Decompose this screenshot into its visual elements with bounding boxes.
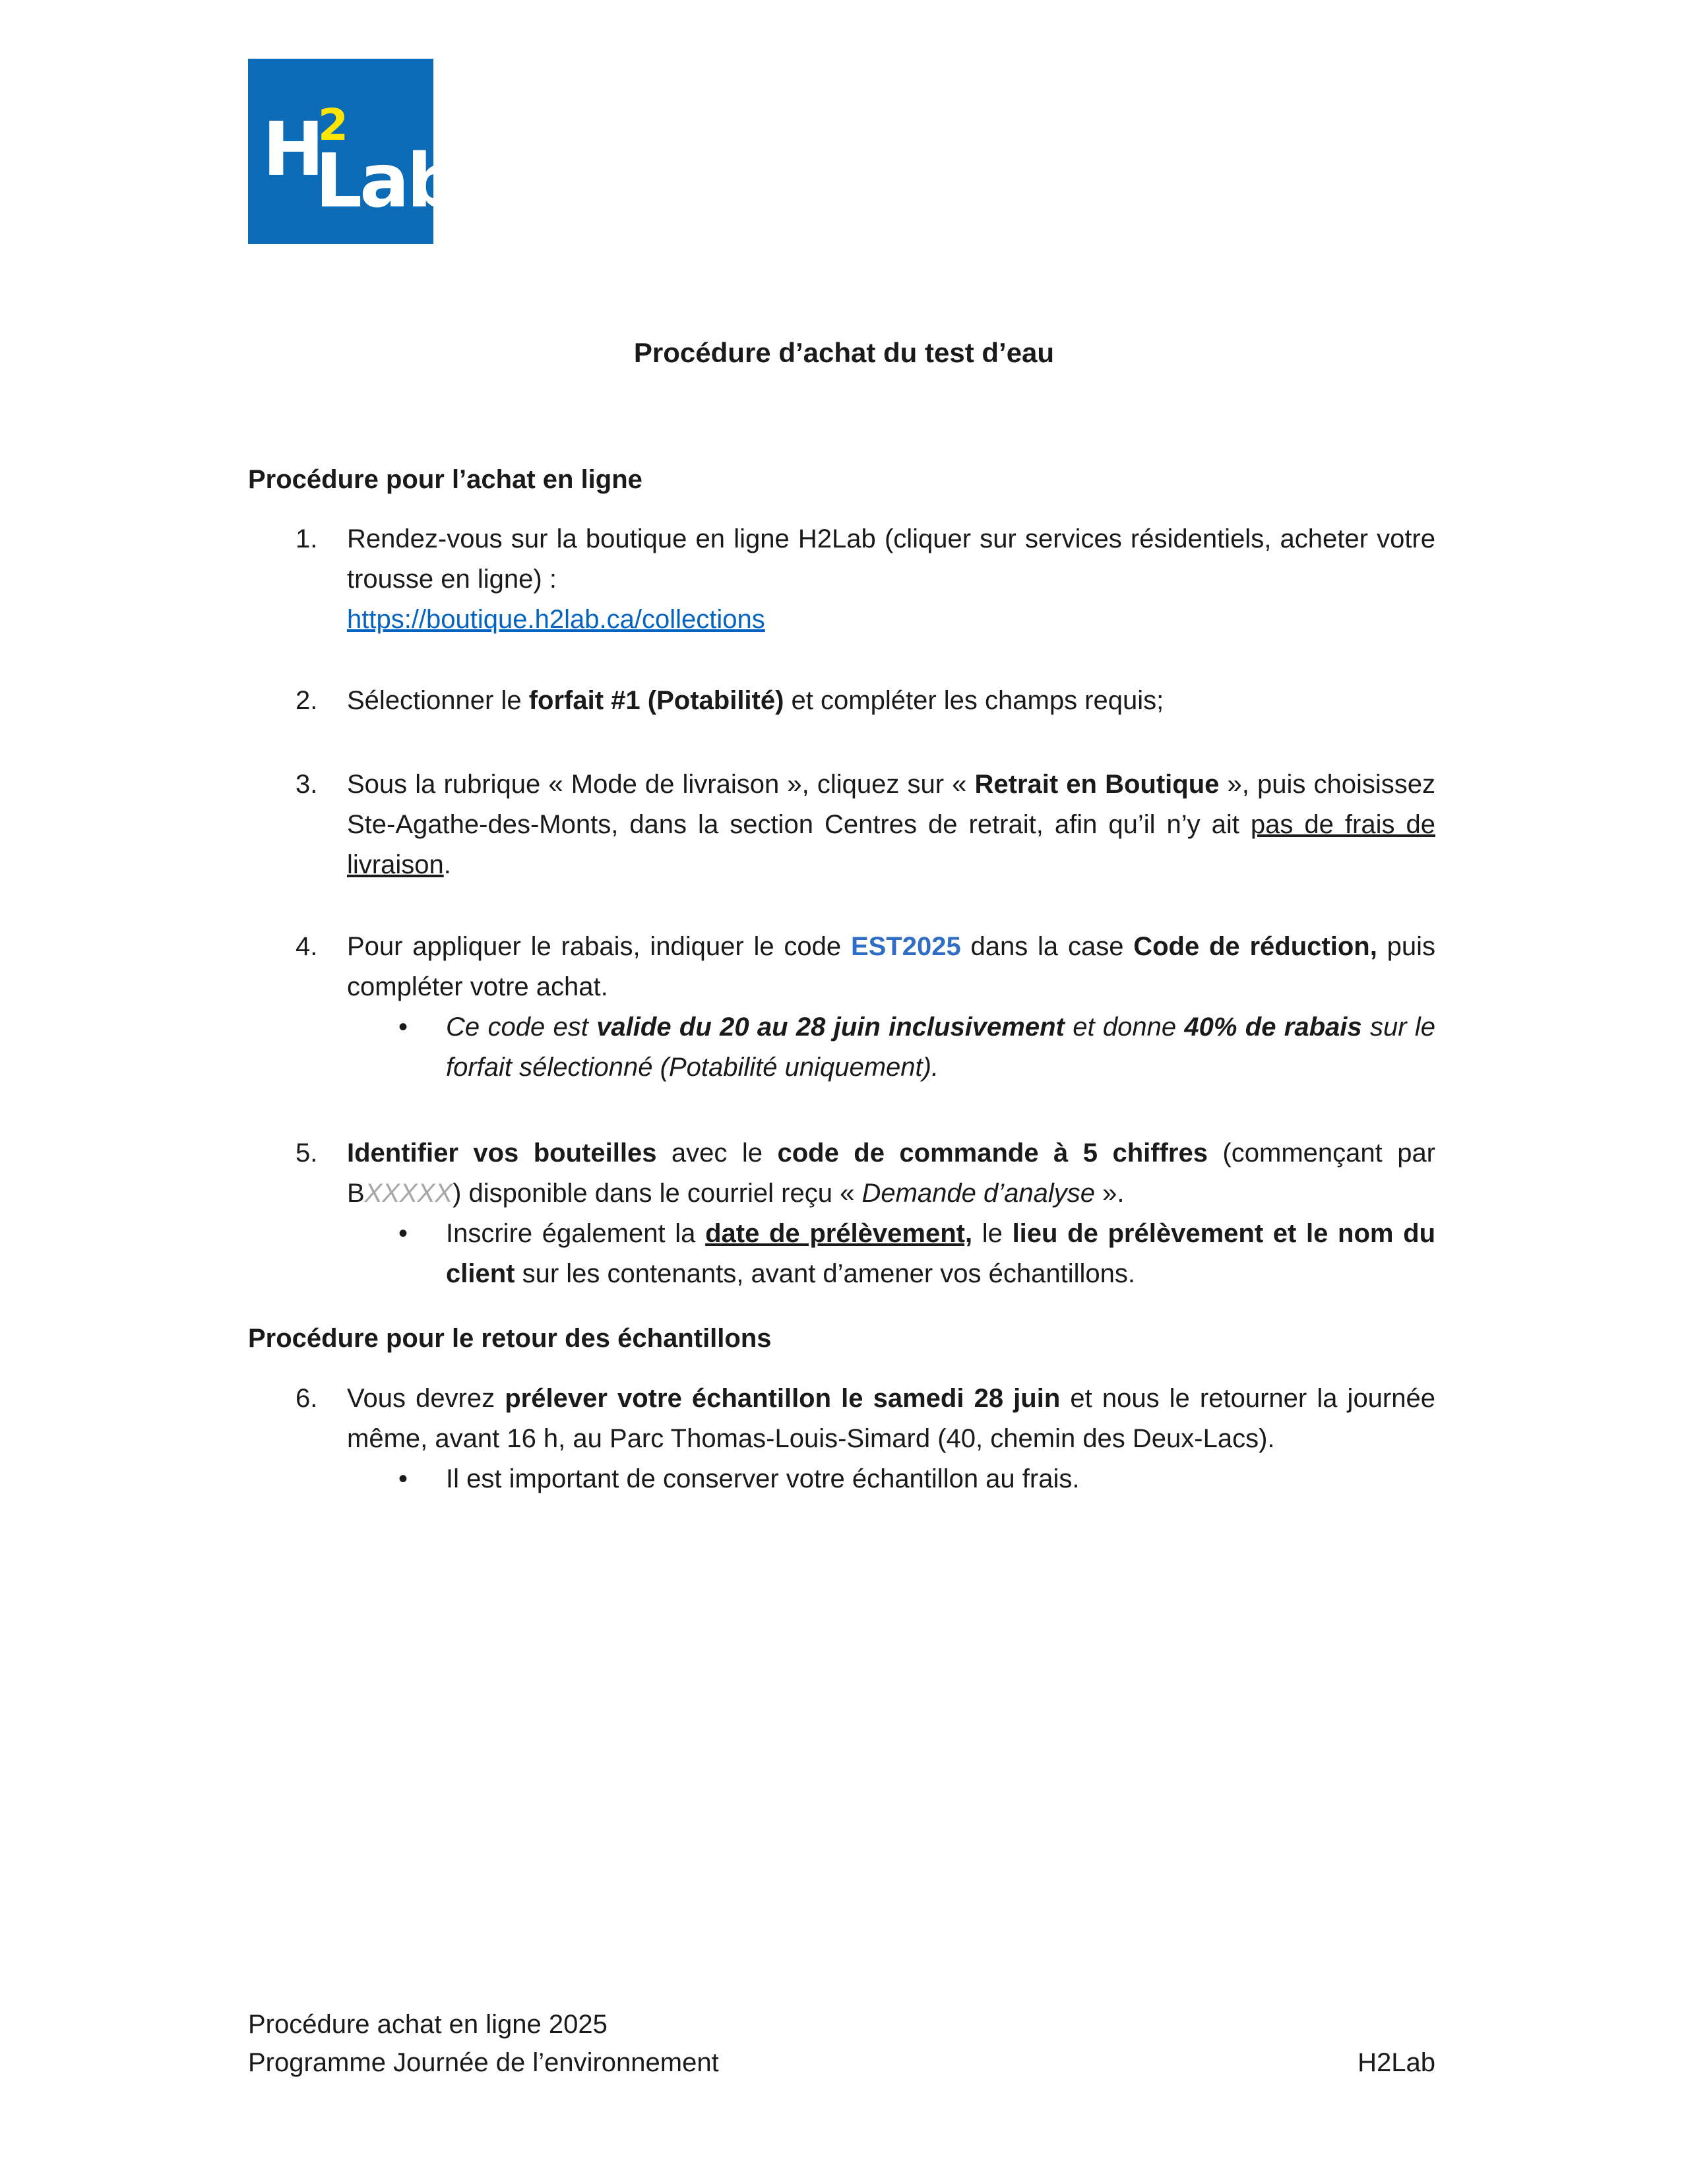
step-number: 3. [296,770,318,799]
code-de-reduction-label: Code de réduction, [1133,932,1377,961]
step-5 [248,1133,1435,1294]
step-number: 6. [296,1384,318,1413]
step-6-text-b: et nous le retourner la journée même, avant 16 h, au Parc Thomas-Louis-Simard (40, chemin des Deux-Lacs). [347,1384,1435,1453]
boutique-link[interactable]: https://boutique.h2lab.ca/collections [347,605,765,634]
bullet-text-b: et donne [1064,1013,1185,1042]
bullet-text-a: Ce code est [446,1013,597,1042]
bullet-dot: • [398,1219,408,1248]
step-number: 4. [296,932,318,961]
document-title: Procédure d’achat du test d’eau [633,337,1055,368]
lieu-et-nom-client: lieu de prélèvement et le nom du client [446,1219,1436,1288]
step-4 [248,927,1435,1088]
step-number: 2. [296,686,318,715]
identify-bottles: Identifier vos bouteilles [347,1139,657,1168]
bullet-text: Il est important de conserver votre échantillon au frais. [446,1464,1080,1493]
step-5-text-a: avec le [656,1139,778,1168]
section-heading-online-purchase: Procédure pour l’achat en ligne [248,465,642,494]
step-4-text-b: dans la case [960,932,1134,961]
step-2-text-b: et compléter les champs requis; [784,686,1164,715]
step-1 [248,519,1435,640]
bullet-dot: • [398,1013,408,1042]
bullet-text-c: sur les contenants, avant d’amener vos échantillons. [515,1259,1136,1288]
retrait-en-boutique: Retrait en Boutique [974,770,1220,799]
step-4-text-a: Pour appliquer le rabais, indiquer le code [347,932,851,961]
step-3-text-c: . [443,850,451,879]
footer-brand: H2Lab [1358,2048,1435,2077]
step-4-text-c: puis compléter votre achat. [347,932,1435,1001]
forfait-1-potabilite: forfait #1 (Potabilité) [528,686,784,715]
no-shipping-fee: pas de frais de livraison [347,810,1435,879]
step-6-bullet [398,1459,1435,1499]
logo-superscript-2: 2 [318,100,348,150]
sampling-date: prélever votre échantillon le samedi 28 juin [505,1384,1061,1413]
step-2 [248,681,1435,721]
logo-letters-lab: Lab [315,139,457,224]
date-de-prelevement: date de prélèvement, [705,1219,973,1248]
discount-percent: 40% de rabais [1184,1013,1362,1042]
step-1-text: Rendez-vous sur la boutique en ligne H2Lab (cliquer sur services résidentiels, acheter votre trousse en ligne) : [347,524,1435,594]
step-5-bullet [398,1214,1436,1294]
step-6 [248,1379,1435,1499]
logo-letter-h: H [263,107,322,193]
step-5-text-b: (commençant par B [347,1139,1436,1208]
order-code-placeholder: XXXXX [364,1179,453,1208]
order-code-5-digits: code de commande à 5 chiffres [777,1139,1208,1168]
demande-analyse: Demande d’analyse [861,1179,1095,1208]
discount-code: EST2025 [850,932,961,961]
footer-line-1: Procédure achat en ligne 2025 [248,2010,608,2039]
bullet-text-a: Inscrire également la [446,1219,706,1248]
step-number: 5. [296,1139,318,1168]
step-3-text-b: », puis choisissez Ste-Agathe-des-Monts, dans la section Centres de retrait, afin qu’il n’y ait [347,770,1435,839]
step-2-text-a: Sélectionner le [347,686,529,715]
bullet-text-b: le [972,1219,1013,1248]
step-5-text-c: ) disponible dans le courriel reçu « [453,1179,862,1208]
valid-dates: valide du 20 au 28 juin inclusivement [596,1013,1065,1042]
bullet-text-c: sur le forfait sélectionné (Potabilité uniquement). [446,1013,1435,1082]
step-3 [248,764,1435,885]
footer-line-2: Programme Journée de l’environnement [248,2048,719,2077]
bullet-dot: • [398,1464,408,1493]
step-4-bullet [398,1007,1435,1088]
step-5-text-d: ». [1095,1179,1125,1208]
page-footer [248,2005,1435,2082]
section-heading-sample-return: Procédure pour le retour des échantillons [248,1324,772,1353]
step-3-text-a: Sous la rubrique « Mode de livraison », cliquez sur « [347,770,975,799]
step-number: 1. [296,524,318,553]
step-6-text-a: Vous devrez [347,1384,505,1413]
logo-wordmark [263,100,464,224]
h2lab-logo [248,59,457,244]
